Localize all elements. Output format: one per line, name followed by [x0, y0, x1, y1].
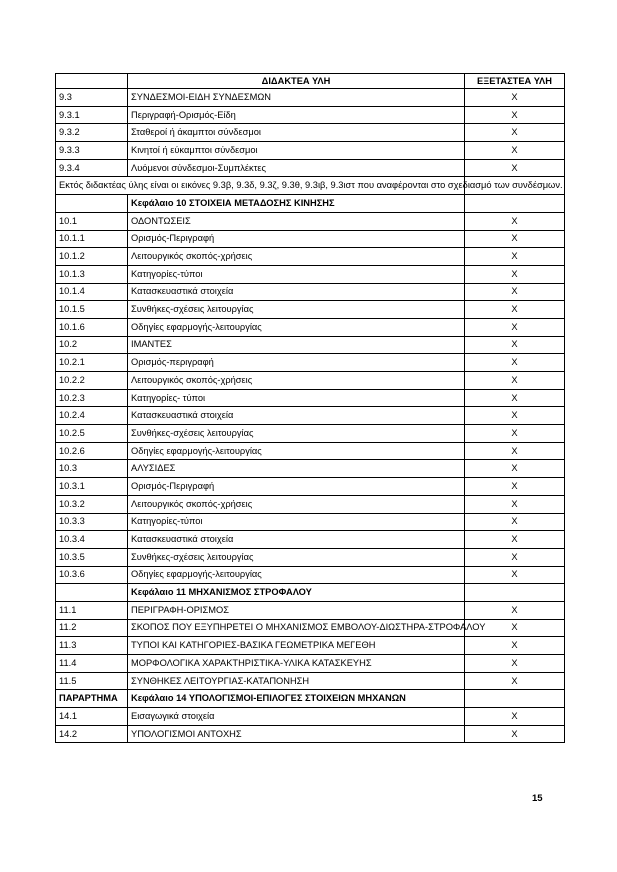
exam-mark: Χ [465, 212, 565, 230]
exam-mark: Χ [465, 372, 565, 390]
section-number: 10.1.1 [56, 230, 128, 248]
section-title: ΣΥΝΔΕΣΜΟΙ-ΕΙΔΗ ΣΥΝΔΕΣΜΩΝ [128, 89, 465, 107]
section-title: ΤΥΠΟΙ ΚΑΙ ΚΑΤΗΓΟΡΙΕΣ-ΒΑΣΙΚΑ ΓΕΩΜΕΤΡΙΚΑ ΜΕΓΕΘΗ [128, 637, 465, 655]
section-number: 10.3.6 [56, 566, 128, 584]
section-number: 9.3 [56, 89, 128, 107]
exam-mark: Χ [465, 159, 565, 177]
section-number: 10.2.6 [56, 442, 128, 460]
exam-mark: Χ [465, 425, 565, 443]
header-section [56, 74, 128, 89]
section-title: Κατηγορίες-τύποι [128, 513, 465, 531]
exam-mark: Χ [465, 548, 565, 566]
section-number: 11.4 [56, 655, 128, 673]
chapter-11-mark [465, 584, 565, 602]
exam-mark: Χ [465, 89, 565, 107]
section-title: Ορισμός-Περιγραφή [128, 230, 465, 248]
table-row [56, 301, 565, 319]
section-title: ΜΟΡΦΟΛΟΓΙΚΑ ΧΑΡΑΚΤΗΡΙΣΤΙΚΑ-ΥΛΙΚΑ ΚΑΤΑΣΚΕΥΗΣ [128, 655, 465, 673]
exam-mark: Χ [465, 725, 565, 743]
section-title: ΑΛΥΣΙΔΕΣ [128, 460, 465, 478]
section-title: ΠΕΡΙΓΡΑΦΗ-ΟΡΙΣΜΟΣ [128, 601, 465, 619]
table-row [56, 318, 565, 336]
section-number: 10.3.3 [56, 513, 128, 531]
chapter-10-title: Κεφάλαιο 10 ΣΤΟΙΧΕΙΑ ΜΕΤΑΔΟΣΗΣ ΚΙΝΗΣΗΣ [128, 195, 465, 213]
exam-mark: Χ [465, 513, 565, 531]
table-row [56, 672, 565, 690]
table-row [56, 478, 565, 496]
section-number: 11.1 [56, 601, 128, 619]
rows-chapter-14 [56, 708, 565, 743]
table-row [56, 283, 565, 301]
exam-mark: Χ [465, 442, 565, 460]
chapter-10-mark [465, 195, 565, 213]
table-row [56, 389, 565, 407]
rows-chapter-11 [56, 601, 565, 689]
exam-mark: Χ [465, 531, 565, 549]
section-number: 10.2.2 [56, 372, 128, 390]
section-number: 10.2.4 [56, 407, 128, 425]
header-material: ΔΙΔΑΚΤΕΑ ΥΛΗ [128, 74, 465, 89]
exam-mark: Χ [465, 283, 565, 301]
section-title: Κινητοί ή εύκαμπτοι σύνδεσμοι [128, 142, 465, 160]
section-title: ΣΥΝΘΗΚΕΣ ΛΕΙΤΟΥΡΓΙΑΣ-ΚΑΤΑΠΟΝΗΣΗ [128, 672, 465, 690]
chapter-11-empty [56, 584, 128, 602]
section-title: Οδηγίες εφαρμογής-λειτουργίας [128, 566, 465, 584]
section-number: 10.3.2 [56, 495, 128, 513]
section-number: 9.3.4 [56, 159, 128, 177]
section-title: Συνθήκες-σχέσεις λειτουργίας [128, 548, 465, 566]
exam-mark: Χ [465, 318, 565, 336]
exam-mark: Χ [465, 672, 565, 690]
section-title: Λειτουργικός σκοπός-χρήσεις [128, 495, 465, 513]
section-number: 14.2 [56, 725, 128, 743]
exam-mark: Χ [465, 708, 565, 726]
table-row [56, 265, 565, 283]
syllabus-table [55, 73, 565, 743]
table-row [56, 442, 565, 460]
table-row [56, 159, 565, 177]
section-number: 11.3 [56, 637, 128, 655]
section-title: ΥΠΟΛΟΓΙΣΜΟΙ ΑΝΤΟΧΗΣ [128, 725, 465, 743]
section-title: Κατηγορίες-τύποι [128, 265, 465, 283]
appendix-label: ΠΑΡΑΡΤΗΜΑ [56, 690, 128, 708]
section-number: 10.2.3 [56, 389, 128, 407]
table-row [56, 230, 565, 248]
section-number: 10.1.2 [56, 248, 128, 266]
section-title: Συνθήκες-σχέσεις λειτουργίας [128, 301, 465, 319]
note-row [56, 177, 565, 195]
section-title: Οδηγίες εφαρμογής-λειτουργίας [128, 442, 465, 460]
exam-mark: Χ [465, 265, 565, 283]
table-row [56, 637, 565, 655]
table-row [56, 566, 565, 584]
table-row [56, 513, 565, 531]
section-number: 10.2.1 [56, 354, 128, 372]
exam-mark: Χ [465, 478, 565, 496]
section-title: Κατασκευαστικά στοιχεία [128, 531, 465, 549]
section-number: 10.3.5 [56, 548, 128, 566]
exam-mark: Χ [465, 124, 565, 142]
table-row [56, 248, 565, 266]
chapter-11-row [56, 584, 565, 602]
section-title: Λειτουργικός σκοπός-χρήσεις [128, 372, 465, 390]
section-title: Οδηγίες εφαρμογής-λειτουργίας [128, 318, 465, 336]
exam-mark: Χ [465, 460, 565, 478]
section-title: ΟΔΟΝΤΩΣΕΙΣ [128, 212, 465, 230]
section-number: 10.2.5 [56, 425, 128, 443]
chapter-10-empty [56, 195, 128, 213]
chapter-14-block [56, 690, 565, 708]
section-title: Εισαγωγικά στοιχεία [128, 708, 465, 726]
table-row [56, 124, 565, 142]
exam-mark: Χ [465, 230, 565, 248]
section-number: 9.3.1 [56, 106, 128, 124]
table-row [56, 372, 565, 390]
exam-mark: Χ [465, 248, 565, 266]
section-title: Ορισμός-περιγραφή [128, 354, 465, 372]
page-number: 15 [532, 793, 543, 804]
table-row [56, 142, 565, 160]
section-number: 9.3.2 [56, 124, 128, 142]
exam-mark: Χ [465, 495, 565, 513]
section-number: 10.1.4 [56, 283, 128, 301]
table-row [56, 531, 565, 549]
exam-mark: Χ [465, 637, 565, 655]
exam-mark: Χ [465, 407, 565, 425]
section-number: 10.1.3 [56, 265, 128, 283]
section-number: 14.1 [56, 708, 128, 726]
rows-chapter-10 [56, 212, 565, 583]
chapter-14-mark [465, 690, 565, 708]
table-row [56, 601, 565, 619]
table-row [56, 655, 565, 673]
section-number: 10.1 [56, 212, 128, 230]
section-title: Ορισμός-Περιγραφή [128, 478, 465, 496]
section-number: 10.1.6 [56, 318, 128, 336]
section-title: Συνθήκες-σχέσεις λειτουργίας [128, 425, 465, 443]
exam-mark: Χ [465, 566, 565, 584]
table-row [56, 495, 565, 513]
chapter-11-block [56, 584, 565, 602]
table-row [56, 708, 565, 726]
section-number: 10.1.5 [56, 301, 128, 319]
table-row [56, 619, 565, 637]
section-number: 11.5 [56, 672, 128, 690]
section-title: ΙΜΑΝΤΕΣ [128, 336, 465, 354]
exam-mark: Χ [465, 601, 565, 619]
section-title: ΣΚΟΠΟΣ ΠΟΥ ΕΞΥΠΗΡΕΤΕΙ Ο ΜΗΧΑΝΙΣΜΟΣ ΕΜΒΟΛΟΥ-ΔΙΩΣΤΗΡΑ-ΣΤΡΟΦΑΛΟΥ [128, 619, 465, 637]
table-row [56, 212, 565, 230]
exam-mark: Χ [465, 336, 565, 354]
table-row [56, 407, 565, 425]
header-exam: ΕΞΕΤΑΣΤΕΑ ΥΛΗ [465, 74, 565, 89]
exam-mark: Χ [465, 142, 565, 160]
section-number: 10.3 [56, 460, 128, 478]
table-row [56, 89, 565, 107]
rows-top [56, 89, 565, 177]
chapter-10-row [56, 195, 565, 213]
chapter-14-row [56, 690, 565, 708]
exam-mark: Χ [465, 619, 565, 637]
section-number: 10.2 [56, 336, 128, 354]
section-title: Κατηγορίες- τύποι [128, 389, 465, 407]
section-number: 10.3.4 [56, 531, 128, 549]
section-title: Λυόμενοι σύνδεσμοι-Συμπλέκτες [128, 159, 465, 177]
exam-mark: Χ [465, 301, 565, 319]
chapter-14-title: Κεφάλαιο 14 ΥΠΟΛΟΓΙΣΜΟΙ-ΕΠΙΛΟΓΕΣ ΣΤΟΙΧΕΙΩΝ ΜΗΧΑΝΩΝ [128, 690, 465, 708]
section-title: Λειτουργικός σκοπός-χρήσεις [128, 248, 465, 266]
exam-mark: Χ [465, 106, 565, 124]
chapter-11-title: Κεφάλαιο 11 ΜΗΧΑΝΙΣΜΟΣ ΣΤΡΟΦΑΛΟΥ [128, 584, 465, 602]
section-number: 10.3.1 [56, 478, 128, 496]
table-row [56, 336, 565, 354]
table-row [56, 425, 565, 443]
table-row [56, 354, 565, 372]
section-title: Κατασκευαστικά στοιχεία [128, 407, 465, 425]
table-row [56, 460, 565, 478]
table-row [56, 725, 565, 743]
table-row [56, 106, 565, 124]
section-title: Κατασκευαστικά στοιχεία [128, 283, 465, 301]
section-title: Σταθεροί ή άκαμπτοι σύνδεσμοι [128, 124, 465, 142]
section-number: 11.2 [56, 619, 128, 637]
note-text: Εκτός διδακτέας ύλης είναι οι εικόνες 9.3β, 9.3δ, 9.3ζ, 9.3θ, 9.3ιβ, 9.3ιστ που αναφέρονται στο σχεδιασμό των συνδέσμων. [56, 177, 465, 195]
table-row [56, 548, 565, 566]
table-header-row [56, 74, 565, 89]
note-block [56, 177, 565, 212]
exam-mark: Χ [465, 354, 565, 372]
exam-mark: Χ [465, 389, 565, 407]
section-number: 9.3.3 [56, 142, 128, 160]
exam-mark: Χ [465, 655, 565, 673]
section-title: Περιγραφή-Ορισμός-Είδη [128, 106, 465, 124]
